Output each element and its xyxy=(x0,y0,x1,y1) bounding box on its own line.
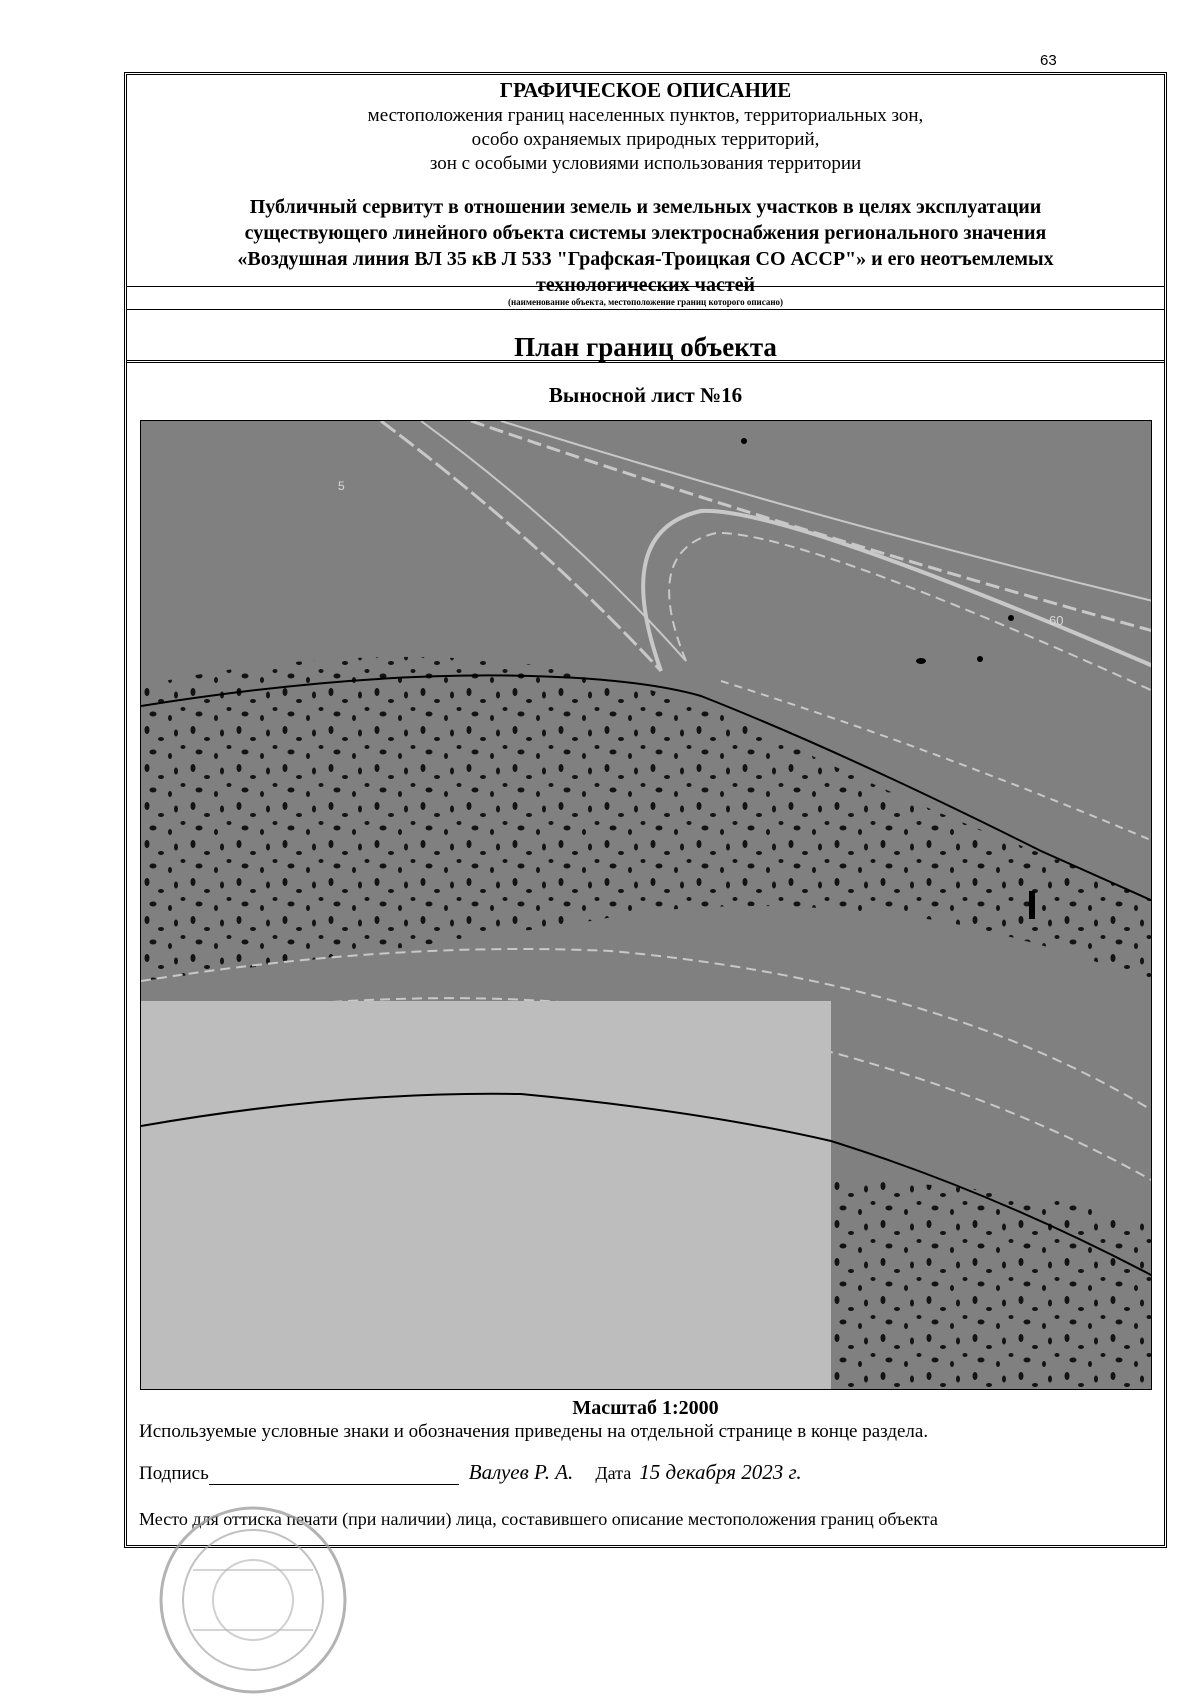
document-description xyxy=(127,104,1164,176)
land-plot xyxy=(141,1001,831,1390)
legend-note: Используемые условные знаки и обозначения приведены на отдельной странице в конце раздела. xyxy=(139,1421,929,1442)
divider-caption xyxy=(127,309,1164,310)
object-name xyxy=(127,194,1164,298)
page-number: 63 xyxy=(1040,52,1057,69)
map-view[interactable] xyxy=(140,420,1152,1390)
signature-date: 15 декабря 2023 г. xyxy=(639,1460,802,1484)
description-line: особо охраняемых природных территорий, xyxy=(471,129,820,150)
sheet-title: Выносной лист №16 xyxy=(548,383,743,407)
stamp-place-note: Место для оттиска печати (при наличии) лица, составившего описание местоположения границ объекта xyxy=(139,1509,938,1529)
plan-title: План границ объекта xyxy=(514,332,777,362)
document-title: ГРАФИЧЕСКОЕ ОПИСАНИЕ xyxy=(499,78,792,102)
map-drawing xyxy=(141,421,1152,1390)
signature-label: Подпись xyxy=(139,1463,209,1484)
vegetation-upper xyxy=(141,657,1152,981)
description-line: зон с особыми условиями использования территории xyxy=(429,153,862,174)
map-label-60: 60 xyxy=(1049,613,1064,628)
object-line: «Воздушная линия ВЛ 35 кВ Л 533 "Графская-Троицкая СО АССР"» и его неотъемлемых xyxy=(237,248,1054,270)
signature-row xyxy=(139,1460,802,1485)
map-label-point-5: 5 xyxy=(338,479,345,493)
map-scale: Масштаб 1:2000 xyxy=(572,1397,719,1419)
signer-name: Валуев Р. А. xyxy=(468,1460,574,1484)
description-line: местоположения границ населенных пунктов, территориальных зон, xyxy=(367,105,924,126)
seal-stamp-icon xyxy=(153,1500,353,1700)
object-caption: (наименование объекта, местоположение границ которого описано) xyxy=(507,297,784,307)
object-line: Публичный сервитут в отношении земель и земельных участков в целях эксплуатации xyxy=(249,196,1042,218)
date-label: Дата xyxy=(595,1463,632,1483)
object-line: существующего линейного объекта системы электроснабжения регионального значения xyxy=(244,222,1047,244)
vegetation-lower xyxy=(831,1181,1152,1390)
object-line: технологических частей xyxy=(535,274,756,296)
signature-line xyxy=(209,1464,459,1485)
